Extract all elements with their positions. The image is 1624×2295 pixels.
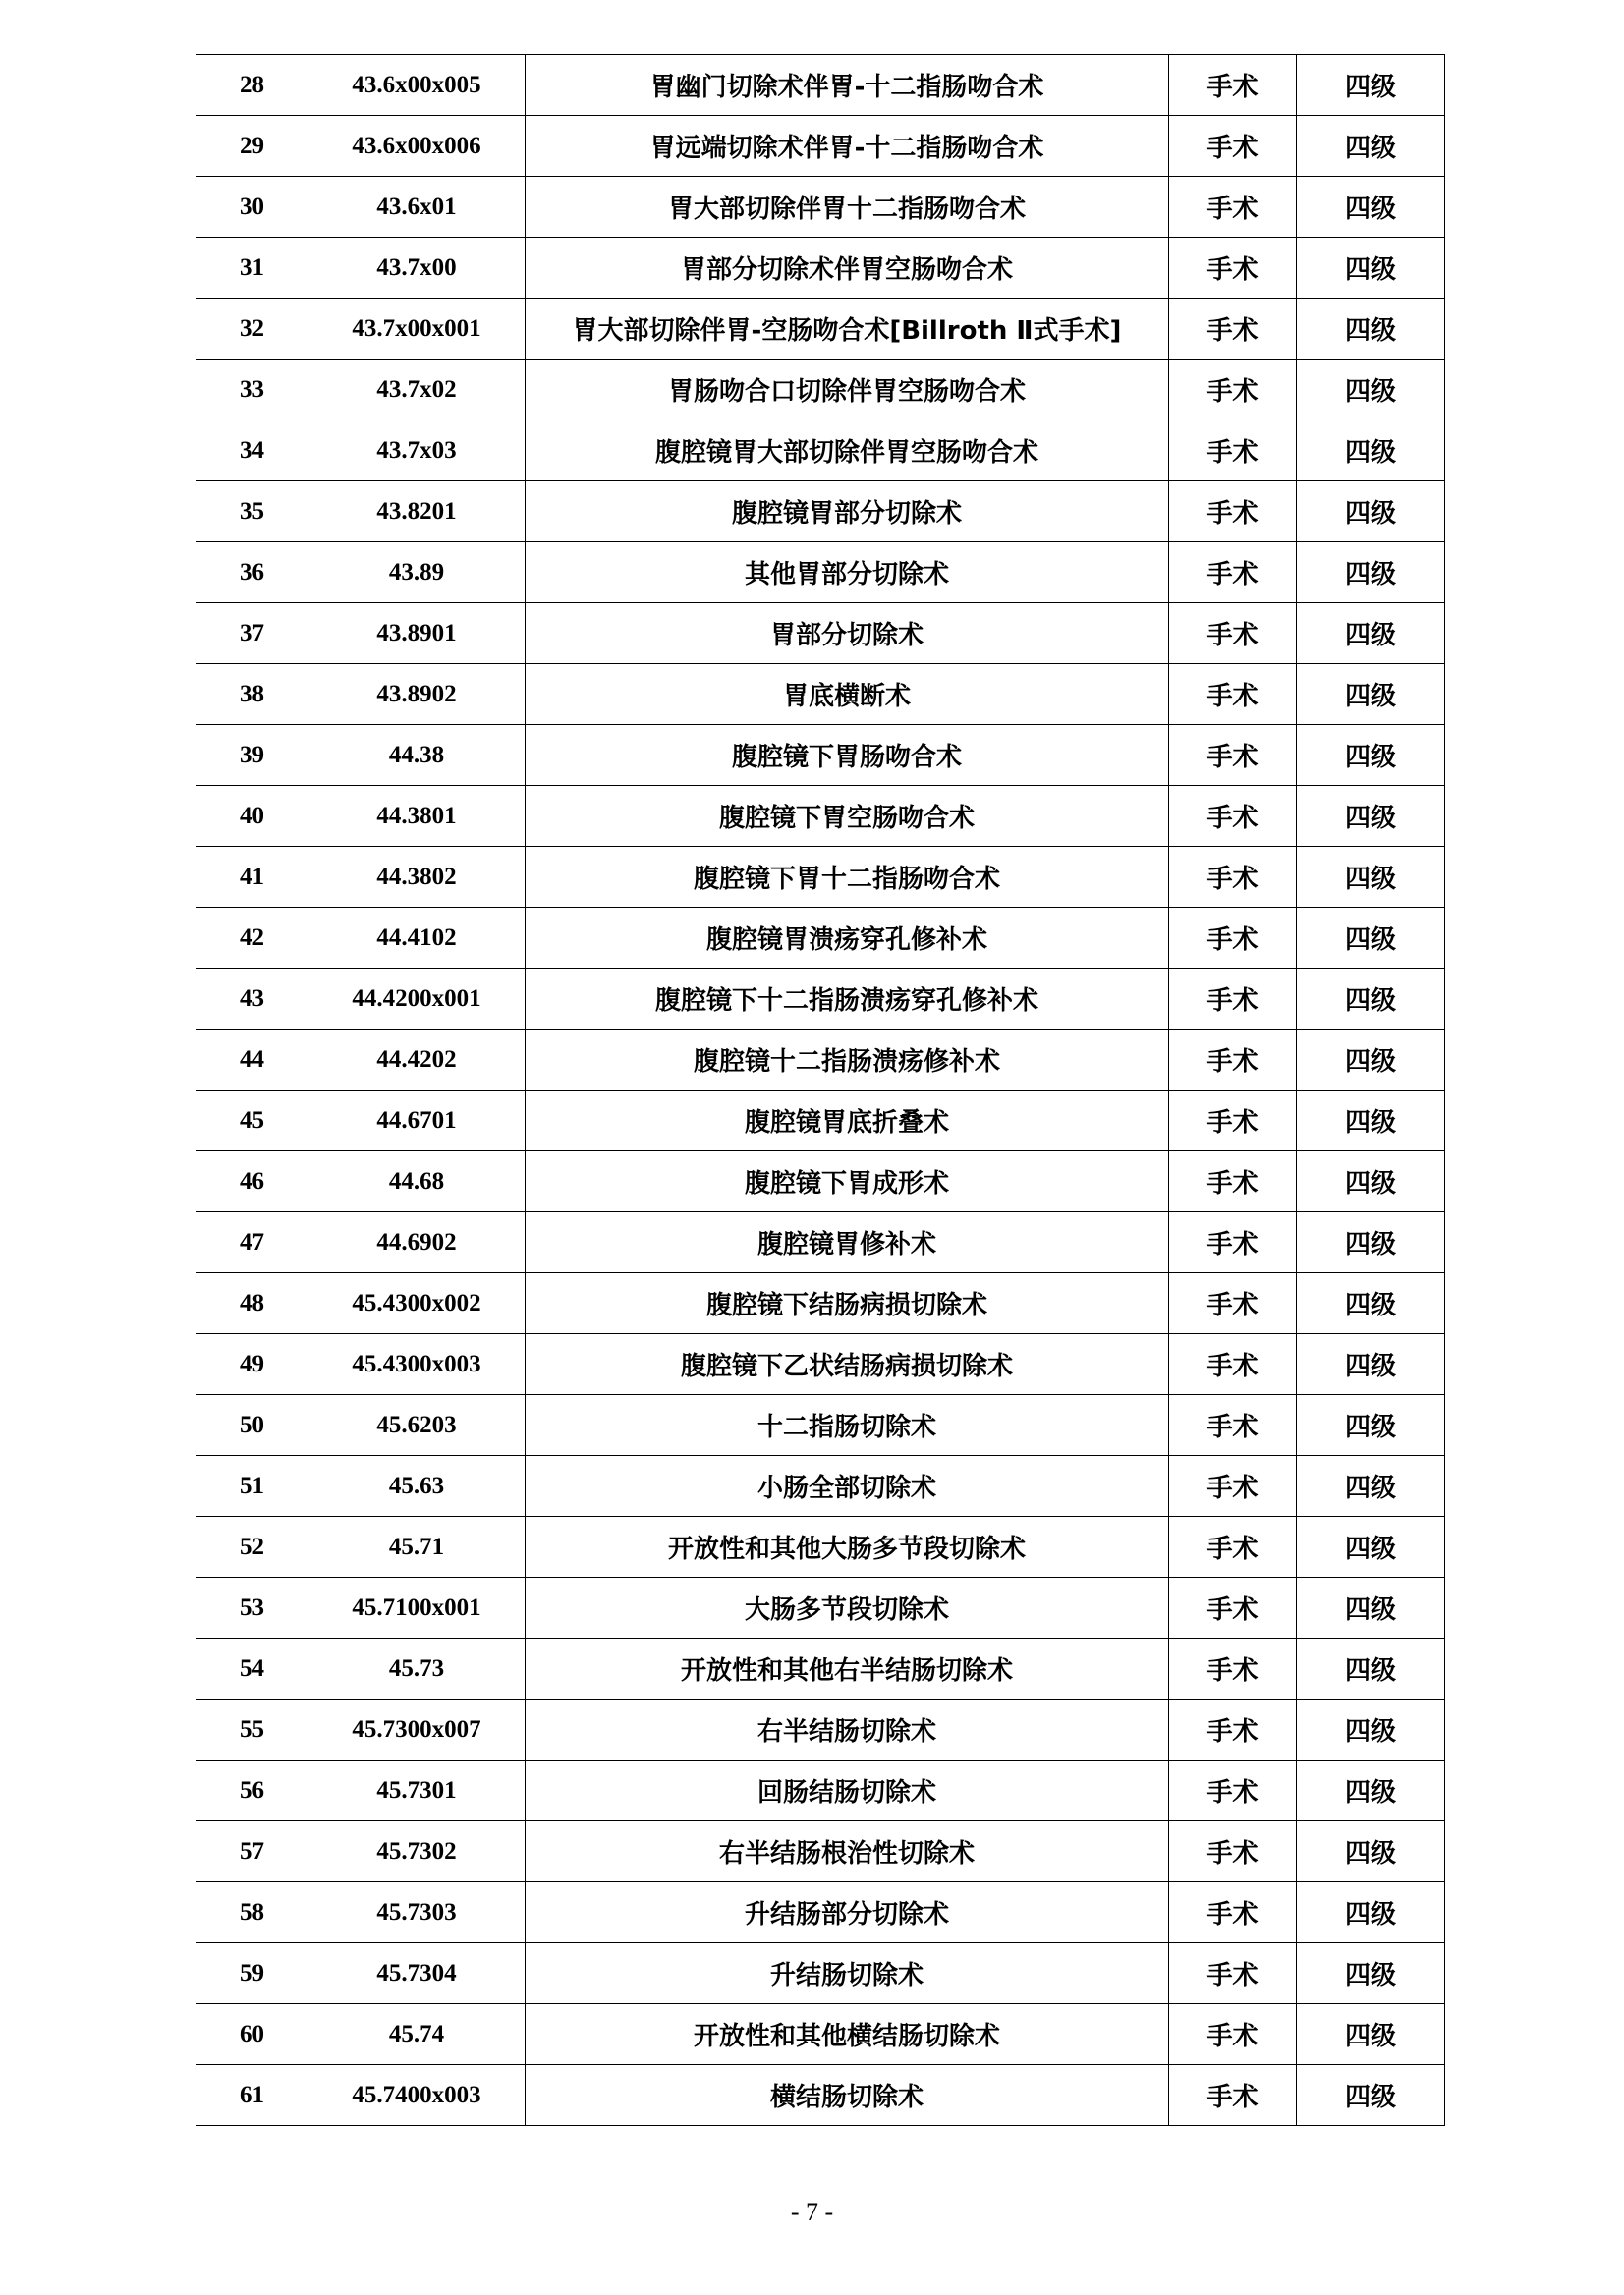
row-number-cell: 30 (196, 177, 308, 238)
procedure-type-cell: 手术 (1169, 1700, 1297, 1761)
procedure-table-body (196, 55, 1445, 2126)
row-number-cell: 57 (196, 1821, 308, 1882)
procedure-name-cell: 腹腔镜胃溃疡穿孔修补术 (526, 908, 1169, 969)
procedure-code-cell: 43.8201 (308, 481, 526, 542)
row-number-cell: 49 (196, 1334, 308, 1395)
table-row (196, 908, 1445, 969)
procedure-level-cell: 四级 (1297, 1639, 1445, 1700)
procedure-name-cell: 腹腔镜下十二指肠溃疡穿孔修补术 (526, 969, 1169, 1030)
procedure-code-cell: 45.4300x002 (308, 1273, 526, 1334)
table-row (196, 420, 1445, 481)
procedure-level-cell: 四级 (1297, 2065, 1445, 2126)
procedure-level-cell: 四级 (1297, 542, 1445, 603)
row-number-cell: 31 (196, 238, 308, 299)
procedure-name-cell: 升结肠切除术 (526, 1943, 1169, 2004)
procedure-type-cell: 手术 (1169, 1030, 1297, 1091)
procedure-name-cell: 腹腔镜下胃十二指肠吻合术 (526, 847, 1169, 908)
procedure-level-cell: 四级 (1297, 1517, 1445, 1578)
procedure-type-cell: 手术 (1169, 55, 1297, 116)
table-row (196, 847, 1445, 908)
table-row (196, 1334, 1445, 1395)
procedure-code-cell: 45.6203 (308, 1395, 526, 1456)
procedure-name-cell: 开放性和其他右半结肠切除术 (526, 1639, 1169, 1700)
row-number-cell: 61 (196, 2065, 308, 2126)
procedure-level-cell: 四级 (1297, 1212, 1445, 1273)
procedure-type-cell: 手术 (1169, 664, 1297, 725)
procedure-name-cell: 腹腔镜下结肠病损切除术 (526, 1273, 1169, 1334)
table-row (196, 1273, 1445, 1334)
procedure-level-cell: 四级 (1297, 1882, 1445, 1943)
procedure-code-cell: 43.7x03 (308, 420, 526, 481)
procedure-type-cell: 手术 (1169, 786, 1297, 847)
procedure-name-cell: 胃肠吻合口切除伴胃空肠吻合术 (526, 360, 1169, 420)
procedure-name-cell: 腹腔镜胃底折叠术 (526, 1091, 1169, 1151)
procedure-level-cell: 四级 (1297, 1151, 1445, 1212)
table-row (196, 2065, 1445, 2126)
row-number-cell: 43 (196, 969, 308, 1030)
row-number-cell: 51 (196, 1456, 308, 1517)
procedure-name-cell: 右半结肠切除术 (526, 1700, 1169, 1761)
table-row (196, 603, 1445, 664)
table-row (196, 1212, 1445, 1273)
procedure-type-cell: 手术 (1169, 238, 1297, 299)
table-row (196, 360, 1445, 420)
table-row (196, 1700, 1445, 1761)
procedure-name-cell: 大肠多节段切除术 (526, 1578, 1169, 1639)
procedure-code-cell: 43.89 (308, 542, 526, 603)
procedure-code-cell: 45.7400x003 (308, 2065, 526, 2126)
table-row (196, 969, 1445, 1030)
procedure-type-cell: 手术 (1169, 1091, 1297, 1151)
procedure-type-cell: 手术 (1169, 1334, 1297, 1395)
procedure-code-cell: 45.74 (308, 2004, 526, 2065)
procedure-code-cell: 45.71 (308, 1517, 526, 1578)
procedure-type-cell: 手术 (1169, 1273, 1297, 1334)
row-number-cell: 45 (196, 1091, 308, 1151)
procedure-code-cell: 43.6x01 (308, 177, 526, 238)
procedure-type-cell: 手术 (1169, 1517, 1297, 1578)
procedure-name-cell: 开放性和其他大肠多节段切除术 (526, 1517, 1169, 1578)
procedure-level-cell: 四级 (1297, 908, 1445, 969)
procedure-type-cell: 手术 (1169, 847, 1297, 908)
row-number-cell: 40 (196, 786, 308, 847)
procedure-name-cell: 胃大部切除伴胃十二指肠吻合术 (526, 177, 1169, 238)
procedure-level-cell: 四级 (1297, 481, 1445, 542)
row-number-cell: 52 (196, 1517, 308, 1578)
procedure-code-cell: 44.6902 (308, 1212, 526, 1273)
procedure-code-cell: 43.7x00 (308, 238, 526, 299)
procedure-name-cell: 胃大部切除伴胃-空肠吻合术[Billroth Ⅱ式手术] (526, 299, 1169, 360)
table-row (196, 1151, 1445, 1212)
procedure-code-cell: 44.68 (308, 1151, 526, 1212)
procedure-type-cell: 手术 (1169, 177, 1297, 238)
procedure-code-cell: 45.7303 (308, 1882, 526, 1943)
procedure-name-cell: 腹腔镜下胃空肠吻合术 (526, 786, 1169, 847)
procedure-level-cell: 四级 (1297, 603, 1445, 664)
procedure-code-cell: 45.7301 (308, 1761, 526, 1821)
procedure-type-cell: 手术 (1169, 1821, 1297, 1882)
row-number-cell: 55 (196, 1700, 308, 1761)
procedure-level-cell: 四级 (1297, 1273, 1445, 1334)
row-number-cell: 37 (196, 603, 308, 664)
procedure-code-cell: 44.3801 (308, 786, 526, 847)
table-row (196, 786, 1445, 847)
procedure-level-cell: 四级 (1297, 1700, 1445, 1761)
row-number-cell: 36 (196, 542, 308, 603)
procedure-code-cell: 45.7302 (308, 1821, 526, 1882)
table-row (196, 1943, 1445, 2004)
row-number-cell: 34 (196, 420, 308, 481)
table-row (196, 55, 1445, 116)
procedure-level-cell: 四级 (1297, 1761, 1445, 1821)
procedure-code-cell: 43.7x02 (308, 360, 526, 420)
procedure-code-cell: 44.4200x001 (308, 969, 526, 1030)
procedure-level-cell: 四级 (1297, 1334, 1445, 1395)
row-number-cell: 58 (196, 1882, 308, 1943)
table-row (196, 177, 1445, 238)
table-row (196, 1639, 1445, 1700)
procedure-name-cell: 腹腔镜十二指肠溃疡修补术 (526, 1030, 1169, 1091)
row-number-cell: 47 (196, 1212, 308, 1273)
procedure-name-cell: 十二指肠切除术 (526, 1395, 1169, 1456)
procedure-name-cell: 腹腔镜下胃成形术 (526, 1151, 1169, 1212)
row-number-cell: 53 (196, 1578, 308, 1639)
procedure-name-cell: 开放性和其他横结肠切除术 (526, 2004, 1169, 2065)
procedure-code-cell: 45.63 (308, 1456, 526, 1517)
procedure-code-cell: 44.4102 (308, 908, 526, 969)
procedure-type-cell: 手术 (1169, 1639, 1297, 1700)
table-row (196, 1517, 1445, 1578)
procedure-type-cell: 手术 (1169, 299, 1297, 360)
table-row (196, 664, 1445, 725)
procedure-name-cell: 小肠全部切除术 (526, 1456, 1169, 1517)
row-number-cell: 35 (196, 481, 308, 542)
row-number-cell: 39 (196, 725, 308, 786)
procedure-name-cell: 腹腔镜胃大部切除伴胃空肠吻合术 (526, 420, 1169, 481)
row-number-cell: 38 (196, 664, 308, 725)
procedure-level-cell: 四级 (1297, 1395, 1445, 1456)
table-row (196, 481, 1445, 542)
table-row (196, 1456, 1445, 1517)
table-row (196, 116, 1445, 177)
procedure-type-cell: 手术 (1169, 1456, 1297, 1517)
row-number-cell: 41 (196, 847, 308, 908)
table-row (196, 1821, 1445, 1882)
procedure-level-cell: 四级 (1297, 2004, 1445, 2065)
table-row (196, 1030, 1445, 1091)
procedure-level-cell: 四级 (1297, 1821, 1445, 1882)
procedure-code-cell: 43.7x00x001 (308, 299, 526, 360)
row-number-cell: 50 (196, 1395, 308, 1456)
procedure-type-cell: 手术 (1169, 1151, 1297, 1212)
procedure-level-cell: 四级 (1297, 1091, 1445, 1151)
row-number-cell: 54 (196, 1639, 308, 1700)
procedure-level-cell: 四级 (1297, 664, 1445, 725)
procedure-level-cell: 四级 (1297, 55, 1445, 116)
procedure-level-cell: 四级 (1297, 847, 1445, 908)
procedure-name-cell: 升结肠部分切除术 (526, 1882, 1169, 1943)
procedure-type-cell: 手术 (1169, 360, 1297, 420)
procedure-name-cell: 腹腔镜下胃肠吻合术 (526, 725, 1169, 786)
procedure-type-cell: 手术 (1169, 725, 1297, 786)
procedure-code-cell: 43.6x00x006 (308, 116, 526, 177)
procedure-type-cell: 手术 (1169, 2065, 1297, 2126)
procedure-name-cell: 右半结肠根治性切除术 (526, 1821, 1169, 1882)
procedure-name-cell: 其他胃部分切除术 (526, 542, 1169, 603)
procedure-level-cell: 四级 (1297, 177, 1445, 238)
procedure-name-cell: 胃底横断术 (526, 664, 1169, 725)
procedure-type-cell: 手术 (1169, 481, 1297, 542)
table-row (196, 725, 1445, 786)
procedure-name-cell: 横结肠切除术 (526, 2065, 1169, 2126)
procedure-level-cell: 四级 (1297, 420, 1445, 481)
procedure-code-cell: 45.7304 (308, 1943, 526, 2004)
procedure-type-cell: 手术 (1169, 969, 1297, 1030)
table-row (196, 1761, 1445, 1821)
row-number-cell: 29 (196, 116, 308, 177)
procedure-name-cell: 回肠结肠切除术 (526, 1761, 1169, 1821)
table-row (196, 1882, 1445, 1943)
row-number-cell: 56 (196, 1761, 308, 1821)
page-number: - 7 - (790, 2198, 834, 2226)
procedure-level-cell: 四级 (1297, 1030, 1445, 1091)
procedure-level-cell: 四级 (1297, 360, 1445, 420)
table-row (196, 238, 1445, 299)
row-number-cell: 32 (196, 299, 308, 360)
procedure-type-cell: 手术 (1169, 542, 1297, 603)
procedure-code-cell: 43.6x00x005 (308, 55, 526, 116)
procedure-table (196, 54, 1445, 2126)
table-row (196, 542, 1445, 603)
procedure-name-cell: 腹腔镜胃部分切除术 (526, 481, 1169, 542)
procedure-type-cell: 手术 (1169, 116, 1297, 177)
procedure-type-cell: 手术 (1169, 1761, 1297, 1821)
procedure-name-cell: 腹腔镜下乙状结肠病损切除术 (526, 1334, 1169, 1395)
procedure-level-cell: 四级 (1297, 969, 1445, 1030)
row-number-cell: 42 (196, 908, 308, 969)
procedure-code-cell: 45.4300x003 (308, 1334, 526, 1395)
row-number-cell: 28 (196, 55, 308, 116)
procedure-type-cell: 手术 (1169, 1882, 1297, 1943)
procedure-level-cell: 四级 (1297, 1943, 1445, 2004)
row-number-cell: 44 (196, 1030, 308, 1091)
procedure-code-cell: 44.3802 (308, 847, 526, 908)
row-number-cell: 46 (196, 1151, 308, 1212)
procedure-name-cell: 胃部分切除术 (526, 603, 1169, 664)
procedure-name-cell: 胃幽门切除术伴胃-十二指肠吻合术 (526, 55, 1169, 116)
table-row (196, 1395, 1445, 1456)
procedure-code-cell: 43.8901 (308, 603, 526, 664)
procedure-level-cell: 四级 (1297, 238, 1445, 299)
procedure-code-cell: 43.8902 (308, 664, 526, 725)
procedure-level-cell: 四级 (1297, 299, 1445, 360)
procedure-type-cell: 手术 (1169, 603, 1297, 664)
procedure-code-cell: 45.73 (308, 1639, 526, 1700)
table-row (196, 1578, 1445, 1639)
procedure-type-cell: 手术 (1169, 1943, 1297, 2004)
procedure-level-cell: 四级 (1297, 1456, 1445, 1517)
procedure-name-cell: 胃部分切除术伴胃空肠吻合术 (526, 238, 1169, 299)
procedure-code-cell: 44.4202 (308, 1030, 526, 1091)
procedure-level-cell: 四级 (1297, 116, 1445, 177)
procedure-code-cell: 44.38 (308, 725, 526, 786)
procedure-level-cell: 四级 (1297, 725, 1445, 786)
procedure-type-cell: 手术 (1169, 1212, 1297, 1273)
procedure-type-cell: 手术 (1169, 1395, 1297, 1456)
procedure-name-cell: 胃远端切除术伴胃-十二指肠吻合术 (526, 116, 1169, 177)
table-row (196, 299, 1445, 360)
procedure-name-cell: 腹腔镜胃修补术 (526, 1212, 1169, 1273)
procedure-code-cell: 44.6701 (308, 1091, 526, 1151)
procedure-type-cell: 手术 (1169, 1578, 1297, 1639)
procedure-type-cell: 手术 (1169, 2004, 1297, 2065)
procedure-level-cell: 四级 (1297, 786, 1445, 847)
procedure-code-cell: 45.7300x007 (308, 1700, 526, 1761)
procedure-type-cell: 手术 (1169, 420, 1297, 481)
row-number-cell: 33 (196, 360, 308, 420)
procedure-type-cell: 手术 (1169, 908, 1297, 969)
table-row (196, 2004, 1445, 2065)
row-number-cell: 60 (196, 2004, 308, 2065)
table-row (196, 1091, 1445, 1151)
row-number-cell: 48 (196, 1273, 308, 1334)
procedure-code-cell: 45.7100x001 (308, 1578, 526, 1639)
procedure-level-cell: 四级 (1297, 1578, 1445, 1639)
row-number-cell: 59 (196, 1943, 308, 2004)
